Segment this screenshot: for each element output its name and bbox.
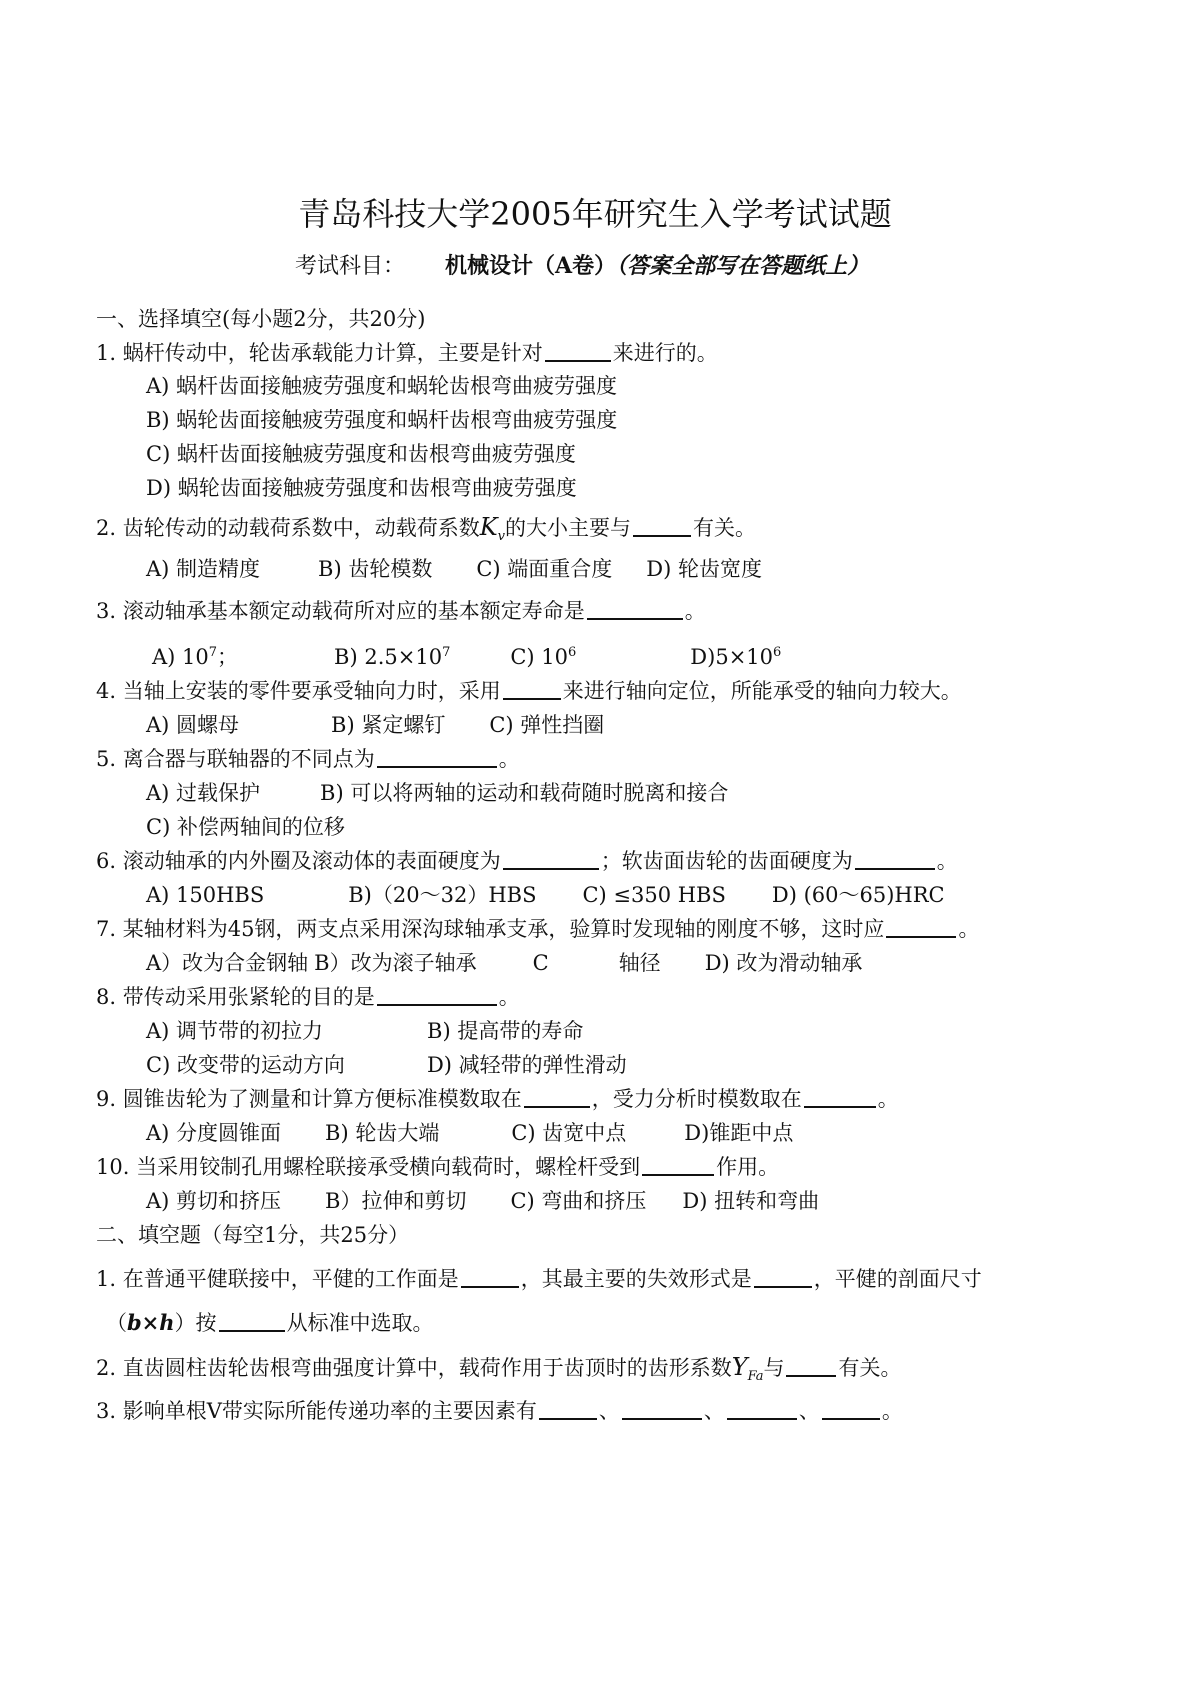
question-7 xyxy=(96,914,979,944)
q9-option-b: B) 轮齿大端 xyxy=(325,1121,440,1145)
q2-options xyxy=(146,554,762,584)
q2-stem-end: 有关。 xyxy=(693,516,757,540)
q1-option-d: D) 蜗轮齿面接触疲劳强度和齿根弯曲疲劳强度 xyxy=(146,476,577,500)
q3-option-d: $D)5\times 10^6$ xyxy=(690,645,782,669)
q6-stem-mid: ；软齿面齿轮的齿面硬度为 xyxy=(600,849,853,873)
fq2-stem-end: 有关。 xyxy=(838,1356,902,1380)
q2-option-a: A) 制造精度 xyxy=(146,557,261,581)
q8-options-row1 xyxy=(146,1016,583,1046)
question-10 xyxy=(96,1152,779,1182)
bxh-symbol: b×h xyxy=(127,1310,175,1335)
q7-option-a: A）改为合金钢轴 xyxy=(146,951,309,975)
answer-blank xyxy=(804,1084,876,1108)
fill-question-1-line2 xyxy=(106,1308,434,1338)
q1-option-b: B) 蜗轮齿面接触疲劳强度和蜗杆齿根弯曲疲劳强度 xyxy=(146,408,618,432)
q4-options xyxy=(146,710,604,740)
answer-blank xyxy=(377,982,497,1006)
q2-option-d: D) 轮齿宽度 xyxy=(646,557,763,581)
fill-question-2 xyxy=(96,1352,901,1392)
q4-stem: 4. 当轴上安装的零件要承受轴向力时，采用 xyxy=(96,679,501,703)
q9-stem-end: 。 xyxy=(877,1087,899,1111)
fq3-stem: 3. 影响单根V带实际所能传递功率的主要因素有 xyxy=(96,1399,537,1423)
fq1-line2-mid: ）按 xyxy=(174,1311,217,1335)
q10-option-b: B）拉伸和剪切 xyxy=(325,1189,467,1213)
q5-stem: 5. 离合器与联轴器的不同点为 xyxy=(96,747,375,771)
q7-option-b: B）改为滚子轴承 xyxy=(314,951,477,975)
q6-option-c: C) ≤350 HBS xyxy=(582,883,726,907)
answer-blank xyxy=(503,676,561,700)
question-1 xyxy=(96,338,718,368)
answer-blank xyxy=(642,1152,714,1176)
q10-stem: 10. 当采用铰制孔用螺栓联接承受横向载荷时，螺栓杆受到 xyxy=(96,1155,641,1179)
q6-option-a: A) 150HBS xyxy=(146,883,265,907)
answer-blank xyxy=(219,1308,285,1332)
q2-stem-mid: 的大小主要与 xyxy=(505,516,632,540)
q9-option-d: D)锥距中点 xyxy=(684,1121,794,1145)
q8-stem-end: 。 xyxy=(498,985,520,1009)
period: 。 xyxy=(881,1399,903,1423)
q6-options xyxy=(146,880,945,910)
q2-stem: 2. 齿轮传动的动载荷系数中，动载荷系数 xyxy=(96,516,480,540)
q8-option-a: A) 调节带的初拉力 xyxy=(146,1019,324,1043)
answer-blank xyxy=(855,846,935,870)
fq2-stem: 2. 直齿圆柱齿轮齿根弯曲强度计算中，载荷作用于齿顶时的齿形系数 xyxy=(96,1356,732,1380)
answer-blank xyxy=(539,1396,597,1420)
answer-note: （答案全部写在答题纸上） xyxy=(616,253,870,279)
q10-options xyxy=(146,1186,819,1216)
fq1-line2-end: 从标准中选取。 xyxy=(286,1311,434,1335)
question-6 xyxy=(96,846,958,876)
paren-open: （ xyxy=(106,1311,127,1335)
answer-blank xyxy=(822,1396,880,1420)
answer-blank xyxy=(727,1396,797,1420)
q7-options xyxy=(146,948,862,978)
q9-options xyxy=(146,1118,793,1148)
subject-name: 机械设计（A卷） xyxy=(445,253,617,279)
section2-heading: 二、填空题（每空1分，共25分） xyxy=(96,1223,410,1247)
q5-option-a: A) 过载保护 xyxy=(146,781,261,805)
fq1-stem-end: ，平健的剖面尺寸 xyxy=(813,1267,982,1291)
q10-option-c: C) 弯曲和挤压 xyxy=(510,1189,647,1213)
q5-option-b: B) 可以将两轴的运动和载荷随时脱离和接合 xyxy=(320,781,729,805)
q9-stem: 9. 圆锥齿轮为了测量和计算方便标准模数取在 xyxy=(96,1087,522,1111)
subject-label: 考试科目： xyxy=(295,254,406,279)
q7-stem-end: 。 xyxy=(958,917,980,941)
question-2 xyxy=(96,512,756,552)
separator: 、 xyxy=(703,1399,725,1423)
q9-option-a: A) 分度圆锥面 xyxy=(146,1121,282,1145)
kv-symbol: K xyxy=(479,513,498,541)
exam-subject xyxy=(295,250,869,283)
kv-subscript: v xyxy=(497,529,506,545)
answer-blank xyxy=(524,1084,590,1108)
q9-option-c: C) 齿宽中点 xyxy=(511,1121,627,1145)
q1-stem-end: 来进行的。 xyxy=(612,341,718,365)
q10-stem-end: 作用。 xyxy=(716,1155,780,1179)
fq1-stem: 1. 在普通平健联接中，平健的工作面是 xyxy=(96,1267,459,1291)
q5-options xyxy=(146,778,728,808)
question-9 xyxy=(96,1084,899,1114)
q3-stem: 3. 滚动轴承基本额定动载荷所对应的基本额定寿命是 xyxy=(96,599,585,623)
q3-stem-end: 。 xyxy=(684,599,706,623)
q4-option-b: B) 紧定螺钉 xyxy=(331,713,446,737)
q8-options-row2 xyxy=(146,1050,627,1080)
q10-option-d: D) 扭转和弯曲 xyxy=(682,1189,820,1213)
q2-option-c: C) 端面重合度 xyxy=(476,557,613,581)
answer-blank xyxy=(503,846,599,870)
answer-blank xyxy=(633,513,691,537)
answer-blank xyxy=(754,1264,812,1288)
q1-stem: 1. 蜗杆传动中，轮齿承载能力计算，主要是针对 xyxy=(96,341,543,365)
q8-option-b: B) 提高带的寿命 xyxy=(427,1019,584,1043)
separator: 、 xyxy=(598,1399,620,1423)
yfa-subscript: Fa xyxy=(747,1369,764,1385)
q4-option-c: C) 弹性挡圈 xyxy=(489,713,605,737)
q10-option-a: A) 剪切和挤压 xyxy=(146,1189,282,1213)
q1-option-c: C) 蜗杆齿面接触疲劳强度和齿根弯曲疲劳强度 xyxy=(146,442,576,466)
q7-option-d: D) 改为滑动轴承 xyxy=(704,951,863,975)
q4-stem-end: 来进行轴向定位，所能承受的轴向力较大。 xyxy=(562,679,962,703)
q6-stem: 6. 滚动轴承的内外圈及滚动体的表面硬度为 xyxy=(96,849,501,873)
fq1-stem-mid: ，其最主要的失效形式是 xyxy=(520,1267,752,1291)
q9-stem-mid: ，受力分析时模数取在 xyxy=(591,1087,802,1111)
separator: 、 xyxy=(798,1399,820,1423)
exam-title: 青岛科技大学2005年研究生入学考试试题 xyxy=(298,195,892,233)
q3-option-a: A) $10^7$； xyxy=(152,645,239,669)
answer-blank xyxy=(886,914,956,938)
q8-option-c: C) 改变带的运动方向 xyxy=(146,1053,345,1077)
fq2-stem-mid: 与 xyxy=(763,1356,785,1380)
q8-stem: 8. 带传动采用张紧轮的目的是 xyxy=(96,985,375,1009)
question-4 xyxy=(96,676,962,706)
q7-option-c-text: 轴径 xyxy=(618,951,661,975)
question-3 xyxy=(96,596,706,626)
q6-stem-end: 。 xyxy=(936,849,958,873)
fill-question-1 xyxy=(96,1264,982,1294)
question-5 xyxy=(96,744,520,774)
section1-heading: 一、选择填空(每小题2分，共20分) xyxy=(96,307,426,331)
q3-options xyxy=(152,638,781,672)
answer-blank xyxy=(622,1396,702,1420)
q3-option-b: B) $2.5\times 10^7$ xyxy=(334,645,451,669)
yfa-symbol: Y xyxy=(731,1353,748,1381)
answer-blank xyxy=(587,596,683,620)
q1-option-a: A) 蜗杆齿面接触疲劳强度和蜗轮齿根弯曲疲劳强度 xyxy=(146,374,618,398)
q8-option-d: D) 减轻带的弹性滑动 xyxy=(426,1053,627,1077)
q6-option-b: B)（20～32）HBS xyxy=(348,883,537,907)
q2-option-b: B) 齿轮模数 xyxy=(318,557,433,581)
q7-option-c: C xyxy=(532,951,549,975)
answer-blank xyxy=(545,338,611,362)
fill-question-3 xyxy=(96,1396,903,1426)
answer-blank xyxy=(377,744,497,768)
q4-option-a: A) 圆螺母 xyxy=(146,713,240,737)
question-8 xyxy=(96,982,520,1012)
answer-blank xyxy=(786,1353,836,1377)
q5-stem-end: 。 xyxy=(498,747,520,771)
q3-option-c: C) $10^6$ xyxy=(510,645,577,669)
answer-blank xyxy=(461,1264,519,1288)
q7-stem: 7. 某轴材料为45钢，两支点采用深沟球轴承支承，验算时发现轴的刚度不够，这时应 xyxy=(96,917,885,941)
q6-option-d: D) (60～65)HRC xyxy=(771,883,945,907)
q5-option-c: C) 补偿两轴间的位移 xyxy=(146,815,345,839)
